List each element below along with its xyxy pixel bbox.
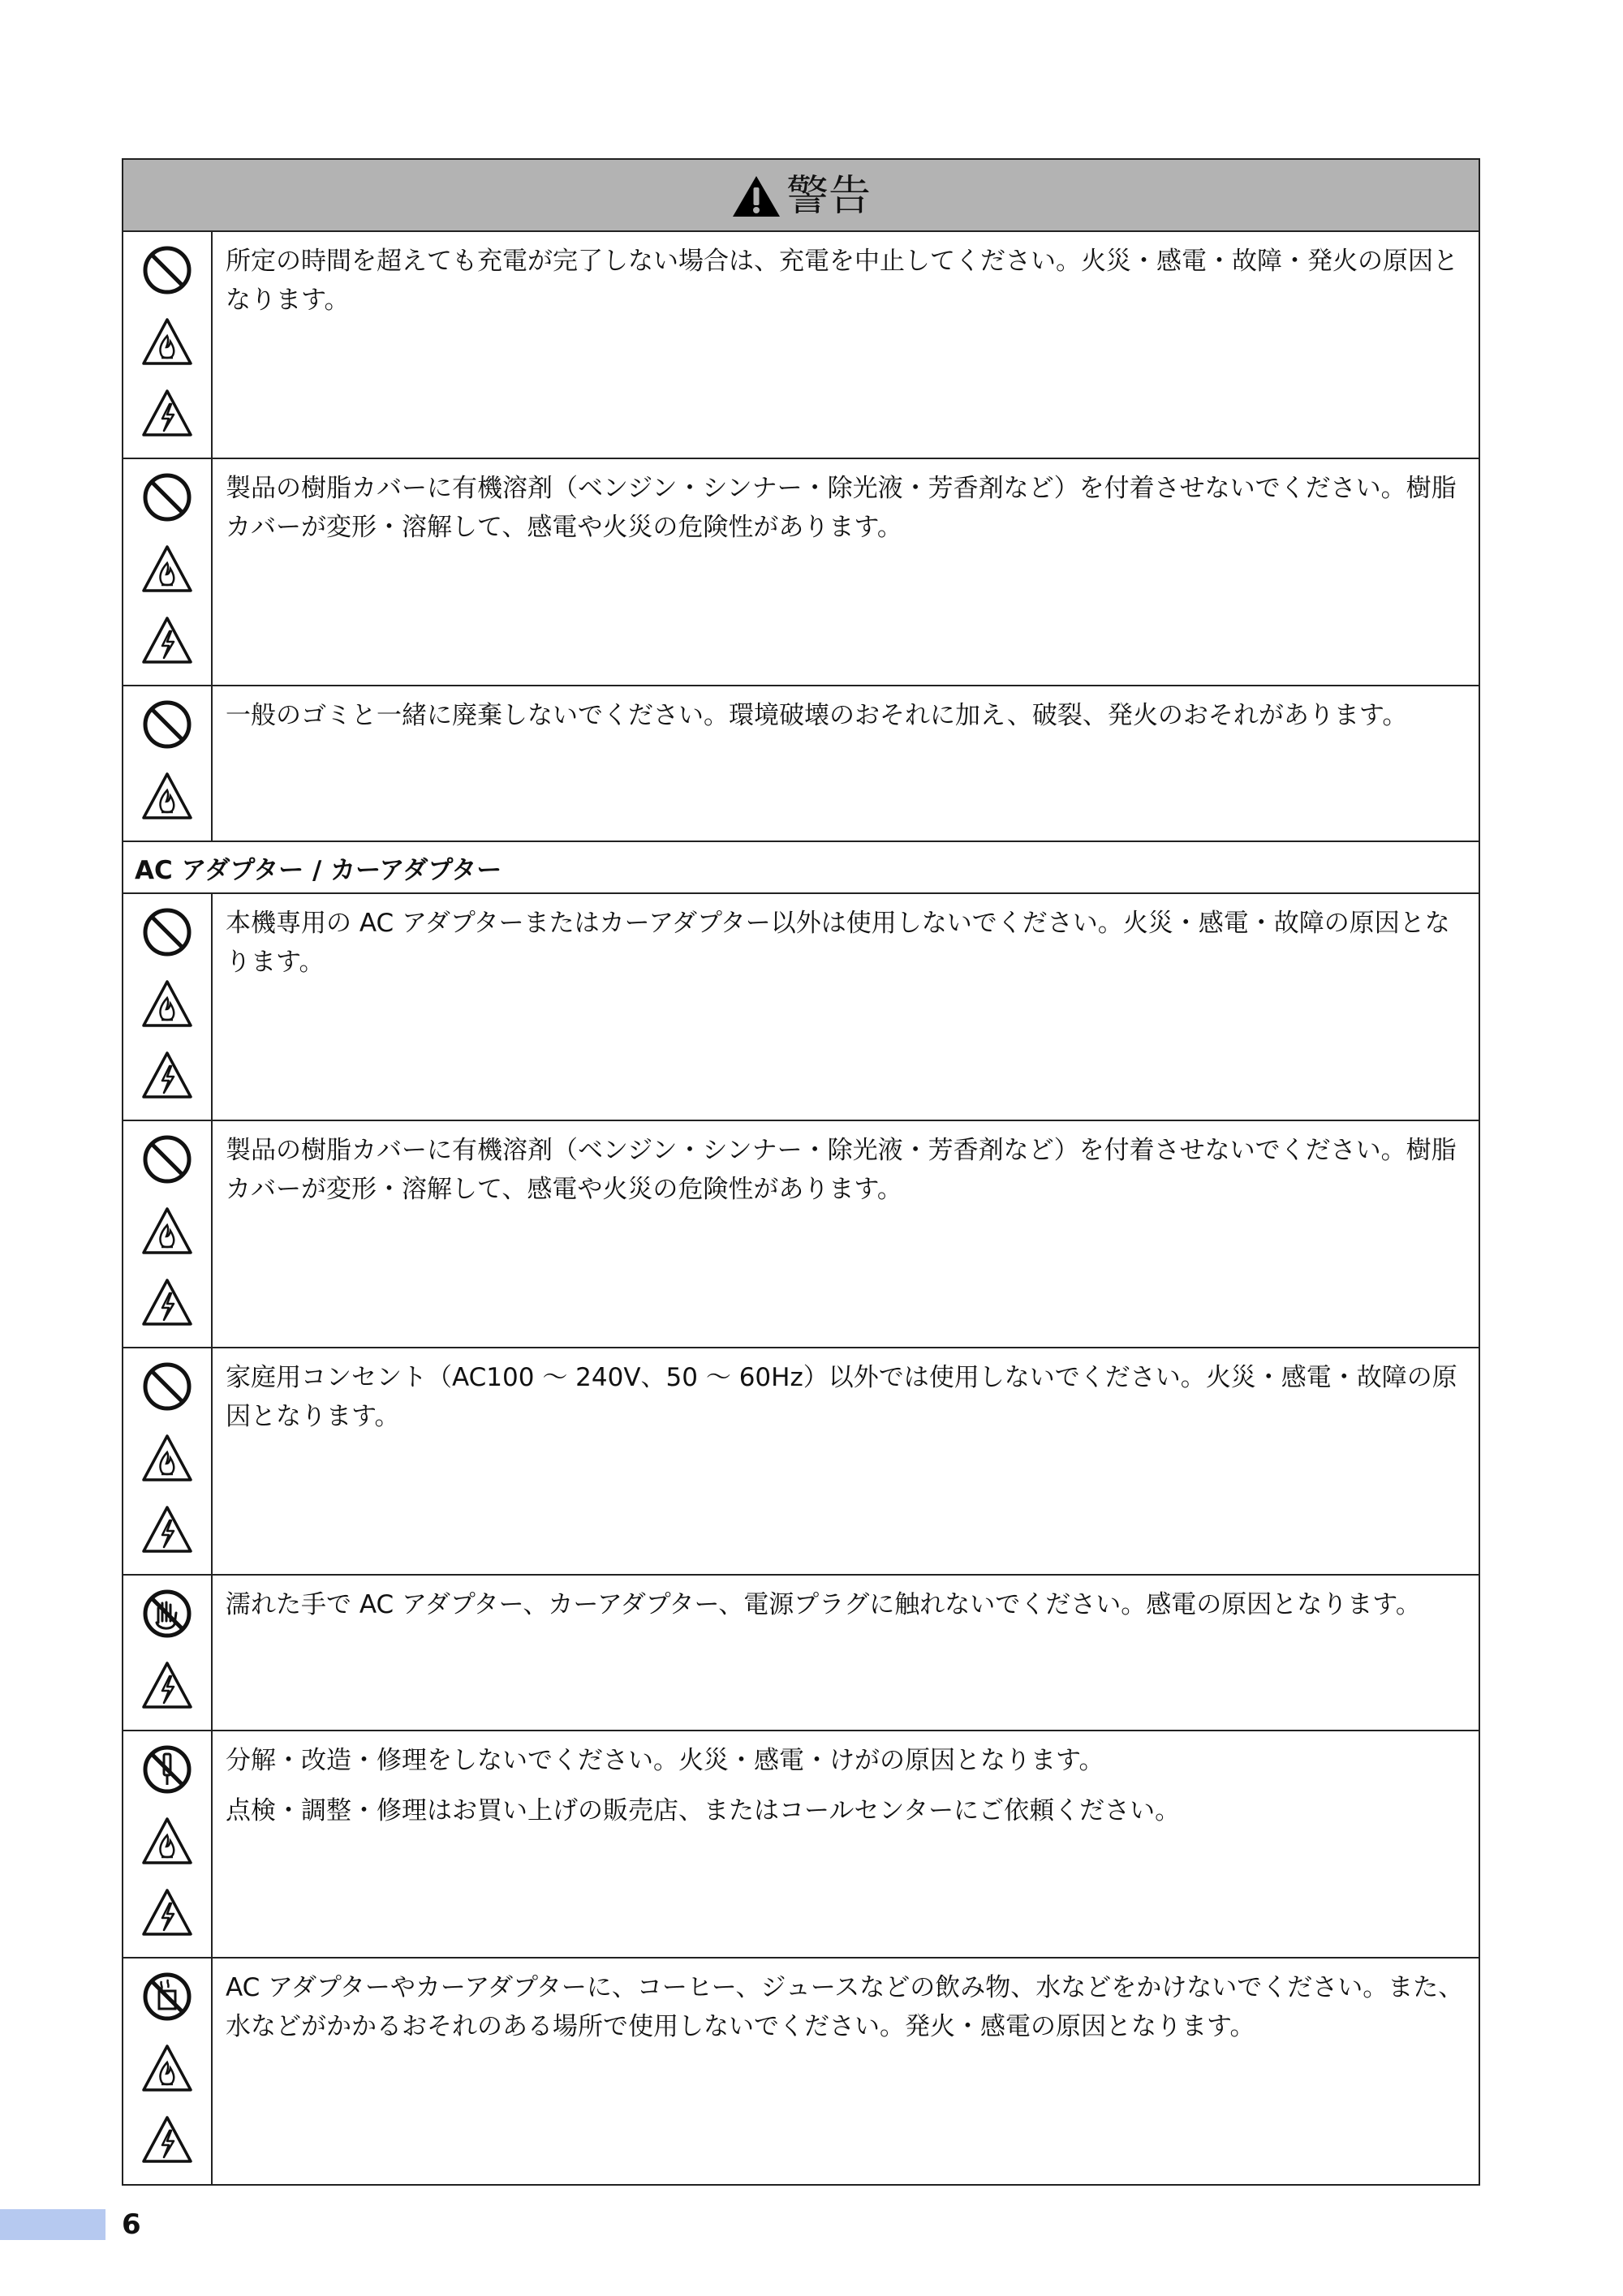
shock-icon — [140, 1503, 194, 1556]
warning-triangle-icon — [731, 174, 781, 219]
warning-text-cell — [212, 231, 1479, 458]
shock-icon — [140, 2113, 194, 2166]
prohibit-icon — [140, 243, 194, 297]
warning-icons-cell — [123, 458, 212, 686]
warning-text-cell — [212, 1731, 1479, 1958]
warning-item-row — [123, 458, 1479, 686]
warning-icons-cell — [123, 1575, 212, 1731]
warning-header-row — [123, 159, 1479, 231]
warning-text-cell — [212, 1575, 1479, 1731]
fire-icon — [140, 1204, 194, 1258]
fire-icon — [140, 2041, 194, 2095]
fire-icon — [140, 1814, 194, 1868]
warning-text: AC アダプターやカーアダプターに、コーヒー、ジュースなどの飲み物、水などをかけないでください。また、水などがかかるおそれのある場所で使用しないでください。発火・感電の原因となります。 — [226, 1973, 1464, 2041]
warning-item-row — [123, 1731, 1479, 1958]
warning-text-cell — [212, 893, 1479, 1120]
warning-icons-cell — [123, 686, 212, 841]
page-number: 6 — [122, 2208, 141, 2241]
warning-text-cell — [212, 1348, 1479, 1575]
warning-text: 濡れた手で AC アダプター、カーアダプター、電源プラグに触れないでください。感電の原因となります。 — [226, 1590, 1421, 1619]
warning-text: 本機専用の AC アダプターまたはカーアダプター以外は使用しないでください。火災・感電・故障の原因となります。 — [226, 909, 1450, 977]
warning-header — [123, 159, 1479, 231]
warning-item-row — [123, 686, 1479, 841]
warning-text: 所定の時間を超えても充電が完了しない場合は、充電を中止してください。火災・感電・故障・発火の原因となります。 — [226, 247, 1458, 315]
warning-text-cell — [212, 686, 1479, 841]
warning-item-row — [123, 893, 1479, 1120]
prohibit-icon — [140, 471, 194, 524]
section-header: AC アダプター / カーアダプター — [123, 841, 1479, 893]
prohibit-icon — [140, 905, 194, 959]
shock-icon — [140, 1885, 194, 1939]
warning-table — [122, 158, 1480, 2186]
shock-icon — [140, 613, 194, 667]
shock-icon — [140, 1658, 194, 1712]
warning-text-cell — [212, 458, 1479, 686]
fire-icon — [140, 769, 194, 823]
fire-icon — [140, 977, 194, 1030]
page-number-tab — [0, 2209, 105, 2240]
warning-icons-cell — [123, 1120, 212, 1348]
fire-icon — [140, 1431, 194, 1485]
shock-icon — [140, 386, 194, 440]
warning-text: 製品の樹脂カバーに有機溶剤（ベンジン・シンナー・除光液・芳香剤など）を付着させないでください。樹脂カバーが変形・溶解して、感電や火災の危険性があります。 — [226, 474, 1457, 542]
warning-item-row — [123, 1120, 1479, 1348]
warning-text: 点検・調整・修理はお買い上げの販売店、またはコールセンターにご依頼ください。 — [226, 1796, 1181, 1825]
warning-item-row — [123, 1575, 1479, 1731]
warning-text: 製品の樹脂カバーに有機溶剤（ベンジン・シンナー・除光液・芳香剤など）を付着させないでください。樹脂カバーが変形・溶解して、感電や火災の危険性があります。 — [226, 1136, 1457, 1204]
warning-icons-cell — [123, 1958, 212, 2185]
prohibit-icon — [140, 698, 194, 751]
fire-icon — [140, 542, 194, 595]
prohibit-icon — [140, 1360, 194, 1413]
warning-text: 家庭用コンセント（AC100 ～ 240V、50 ～ 60Hz）以外では使用しないでください。火災・感電・故障の原因となります。 — [226, 1363, 1457, 1431]
shock-icon — [140, 1048, 194, 1102]
warning-item-row — [123, 231, 1479, 458]
no-wet-hands-icon — [140, 1587, 194, 1640]
no-liquid-icon — [140, 1970, 194, 2023]
section-header-row — [123, 841, 1479, 893]
warning-text-cell — [212, 1958, 1479, 2185]
warning-item-row — [123, 1348, 1479, 1575]
warning-title: 警告 — [786, 172, 871, 221]
warning-text: 一般のゴミと一緒に廃棄しないでください。環境破壊のおそれに加え、破裂、発火のおそれがあります。 — [226, 701, 1408, 730]
warning-icons-cell — [123, 231, 212, 458]
warning-text: 分解・改造・修理をしないでください。火災・感電・けがの原因となります。 — [226, 1746, 1104, 1775]
shock-icon — [140, 1275, 194, 1329]
warning-icons-cell — [123, 1348, 212, 1575]
warning-icons-cell — [123, 893, 212, 1120]
prohibit-icon — [140, 1133, 194, 1186]
warning-icons-cell — [123, 1731, 212, 1958]
warning-text-cell — [212, 1120, 1479, 1348]
fire-icon — [140, 315, 194, 368]
no-disassembly-icon — [140, 1743, 194, 1796]
warning-item-row — [123, 1958, 1479, 2185]
